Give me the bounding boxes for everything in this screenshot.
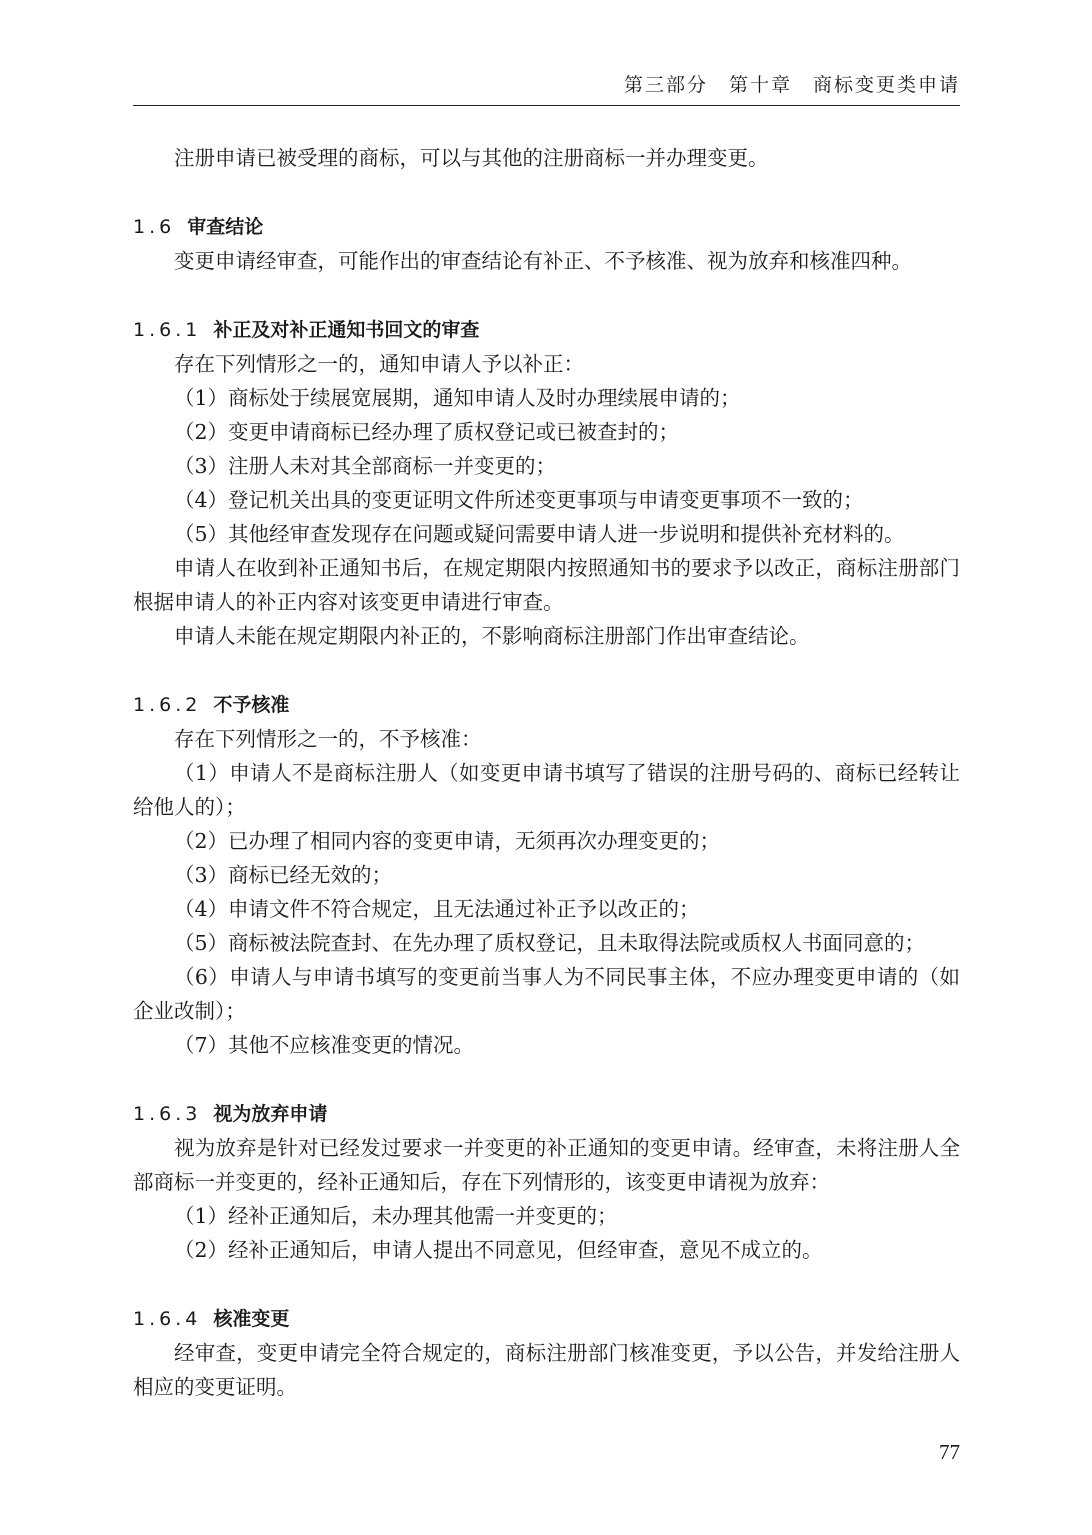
heading-number: 1.6.4: [133, 1308, 202, 1330]
heading-title: 审查结论: [187, 216, 264, 238]
heading-number: 1.6.2: [133, 694, 202, 716]
page-body: [133, 141, 960, 1404]
heading-number: 1.6.3: [133, 1103, 202, 1125]
paragraph: 申请人在收到补正通知书后，在规定期限内按照通知书的要求予以改正，商标注册部门根据申请人的补正内容对该变更申请进行审查。: [133, 556, 960, 614]
list-item: （2）变更申请商标已经办理了质权登记或已被查封的；: [174, 420, 680, 444]
paragraph: 申请人未能在规定期限内补正的，不影响商标注册部门作出审查结论。: [174, 624, 810, 648]
heading-1-6-3: [133, 1097, 960, 1131]
running-head: 第三部分 第十章 商标变更类申请: [623, 74, 960, 96]
heading-1-6-1: [133, 313, 960, 347]
list-item: （6）申请人与申请书填写的变更前当事人为不同民事主体，不应办理变更申请的（如企业改制）；: [133, 965, 960, 1023]
heading-title: 不予核准: [213, 694, 290, 716]
heading-title: 补正及对补正通知书回文的审查: [213, 319, 480, 341]
heading-number: 1.6.1: [133, 319, 202, 341]
list-item: （5）商标被法院查封、在先办理了质权登记，且未取得法院或质权人书面同意的；: [174, 931, 926, 955]
list-item: （3）商标已经无效的；: [174, 863, 393, 887]
heading-1-6-4: [133, 1302, 960, 1336]
paragraph: 变更申请经审查，可能作出的审查结论有补正、不予核准、视为放弃和核准四种。: [174, 249, 912, 273]
paragraph: 存在下列情形之一的，不予核准：: [174, 727, 482, 751]
page-number: 77: [939, 1440, 960, 1464]
intro-paragraph: 注册申请已被受理的商标，可以与其他的注册商标一并办理变更。: [174, 146, 769, 170]
heading-title: 视为放弃申请: [213, 1103, 328, 1125]
list-item: （7）其他不应核准变更的情况。: [174, 1033, 475, 1057]
list-item: （4）登记机关出具的变更证明文件所述变更事项与申请变更事项不一致的；: [174, 488, 864, 512]
paragraph: 视为放弃是针对已经发过要求一并变更的补正通知的变更申请。经审查，未将注册人全部商标一并变更的，经补正通知后，存在下列情形的，该变更申请视为放弃：: [133, 1136, 960, 1194]
list-item: （2）已办理了相同内容的变更申请，无须再次办理变更的；: [174, 829, 721, 853]
list-item: （3）注册人未对其全部商标一并变更的；: [174, 454, 557, 478]
header-rule: [133, 105, 960, 106]
list-item: （4）申请文件不符合规定，且无法通过补正予以改正的；: [174, 897, 700, 921]
list-item: （1）经补正通知后，未办理其他需一并变更的；: [174, 1204, 618, 1228]
list-item: （1）商标处于续展宽展期，通知申请人及时办理续展申请的；: [174, 386, 741, 410]
heading-1-6-2: [133, 688, 960, 722]
heading-number: 1.6: [133, 216, 176, 238]
list-item: （1）申请人不是商标注册人（如变更申请书填写了错误的注册号码的、商标已经转让给他人的）；: [133, 761, 960, 819]
list-item: （2）经补正通知后，申请人提出不同意见，但经审查，意见不成立的。: [174, 1238, 823, 1262]
heading-title: 核准变更: [213, 1308, 290, 1330]
paragraph: 经审查，变更申请完全符合规定的，商标注册部门核准变更，予以公告，并发给注册人相应的变更证明。: [133, 1341, 960, 1399]
heading-1-6: [133, 210, 960, 244]
list-item: （5）其他经审查发现存在问题或疑问需要申请人进一步说明和提供补充材料的。: [174, 522, 905, 546]
paragraph: 存在下列情形之一的，通知申请人予以补正：: [174, 352, 584, 376]
